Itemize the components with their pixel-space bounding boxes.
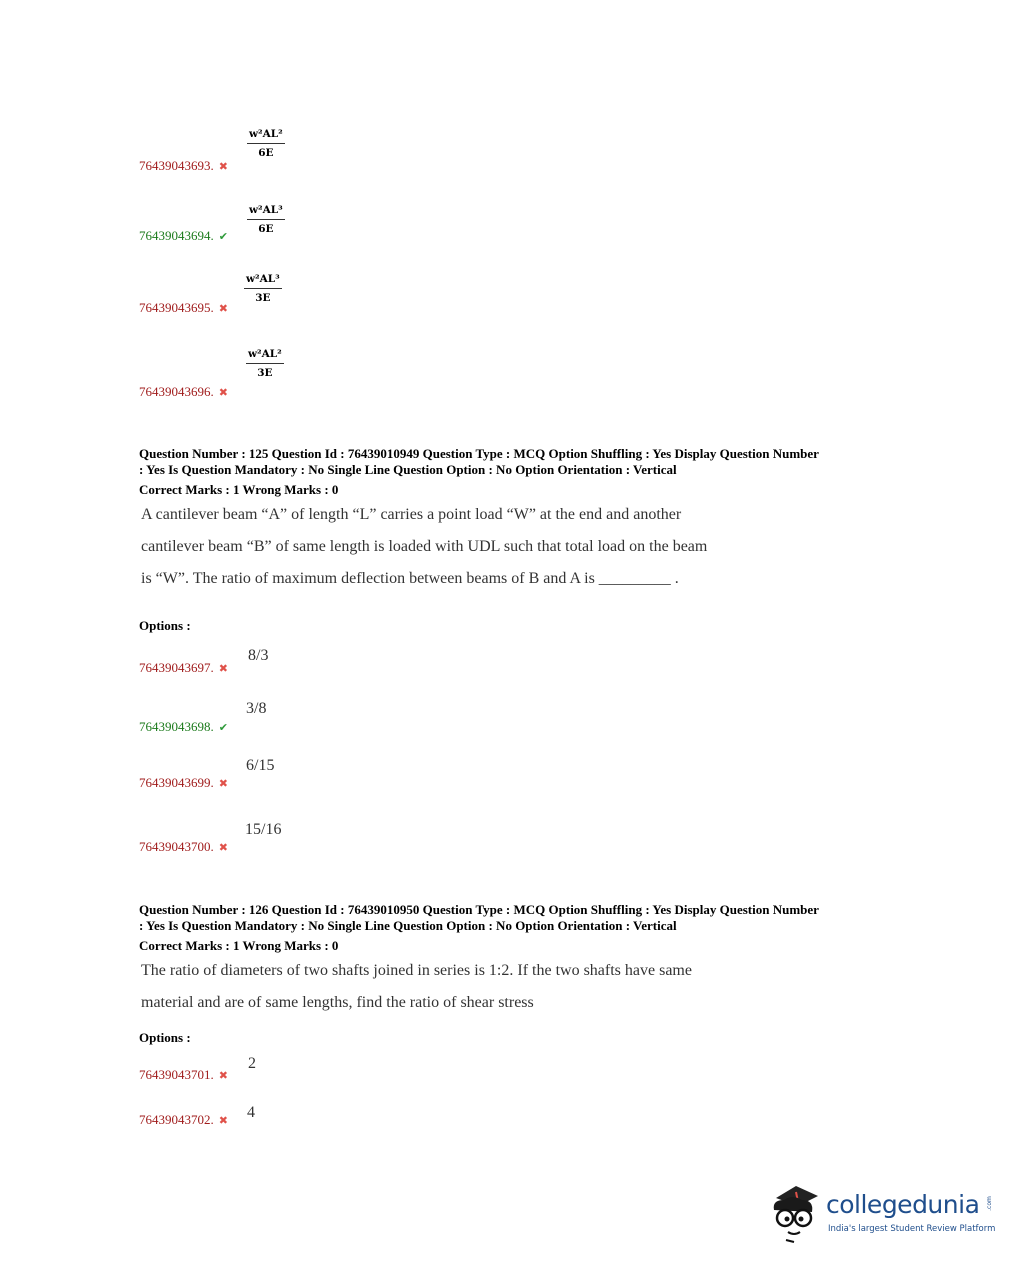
- option-id: 76439043700.: [139, 839, 214, 854]
- option-row: [139, 228, 228, 244]
- option-row: [139, 719, 228, 735]
- fraction-denominator: 3E: [255, 292, 271, 304]
- question-meta-line: Question Number : 126 Question Id : 76439010950 Question Type : MCQ Option Shuffling : Yes Display Question Number: [139, 902, 819, 917]
- collegedunia-logo: [768, 1180, 998, 1250]
- option-value: 3/8: [246, 700, 267, 717]
- question-text-line: The ratio of diameters of two shafts joined in series is 1:2. If the two shafts have same: [141, 962, 692, 979]
- question-meta: [139, 446, 909, 498]
- option-value: 6/15: [246, 757, 275, 774]
- option-row: [139, 775, 228, 791]
- question-marks: Correct Marks : 1 Wrong Marks : 0: [139, 482, 339, 497]
- question-text-line: cantilever beam “B” of same length is loaded with UDL such that total load on the beam: [141, 538, 708, 555]
- option-id: 76439043696.: [139, 384, 214, 399]
- fraction-numerator: w²AL²: [247, 128, 285, 144]
- option-id: 76439043694.: [139, 228, 214, 243]
- option-id: 76439043702.: [139, 1112, 214, 1127]
- option-row: [139, 158, 228, 174]
- option-id: 76439043701.: [139, 1067, 214, 1082]
- fraction-numerator: w²AL²: [246, 348, 284, 364]
- question-text-line: A cantilever beam “A” of length “L” carries a point load “W” at the end and another: [141, 506, 682, 523]
- option-value: 8/3: [248, 647, 269, 664]
- option-fraction: [247, 204, 285, 235]
- option-row: [139, 384, 228, 400]
- option-row: [139, 839, 228, 855]
- wrong-mark-icon: ✖: [218, 1115, 228, 1127]
- fraction-numerator: w²AL³: [244, 273, 282, 289]
- logo-suffix: .com: [985, 1196, 993, 1211]
- logo-wordmark: collegedunia: [826, 1190, 980, 1219]
- correct-mark-icon: ✔: [218, 722, 228, 734]
- option-row: [139, 300, 228, 316]
- option-id: 76439043699.: [139, 775, 214, 790]
- question-marks: Correct Marks : 1 Wrong Marks : 0: [139, 938, 339, 953]
- wrong-mark-icon: ✖: [218, 663, 228, 675]
- wrong-mark-icon: ✖: [218, 778, 228, 790]
- question-meta-line: : Yes Is Question Mandatory : No Single Line Question Option : No Option Orientation : Vertical: [139, 462, 677, 477]
- option-id: 76439043693.: [139, 158, 214, 173]
- question-meta: [139, 902, 909, 954]
- fraction-denominator: 6E: [258, 147, 274, 159]
- option-fraction: [246, 348, 284, 379]
- option-value: 2: [248, 1055, 256, 1072]
- option-fraction: [247, 128, 285, 159]
- logo-tagline: India's largest Student Review Platform: [828, 1224, 996, 1234]
- wrong-mark-icon: ✖: [218, 303, 228, 315]
- wrong-mark-icon: ✖: [218, 161, 228, 173]
- question-text-line: is “W”. The ratio of maximum deflection between beams of B and A is _________ .: [141, 570, 679, 587]
- options-label: Options :: [139, 618, 191, 633]
- option-row: [139, 660, 228, 676]
- wrong-mark-icon: ✖: [218, 1070, 228, 1082]
- question-meta-line: : Yes Is Question Mandatory : No Single Line Question Option : No Option Orientation : Vertical: [139, 918, 677, 933]
- mascot-icon: [768, 1180, 824, 1244]
- options-label: Options :: [139, 1030, 191, 1045]
- option-id: 76439043695.: [139, 300, 214, 315]
- fraction-denominator: 3E: [257, 367, 273, 379]
- option-row: [139, 1067, 228, 1083]
- question-meta-line: Question Number : 125 Question Id : 76439010949 Question Type : MCQ Option Shuffling : Yes Display Question Number: [139, 446, 819, 461]
- option-value: 15/16: [245, 821, 282, 838]
- option-fraction: [244, 273, 282, 304]
- wrong-mark-icon: ✖: [218, 387, 228, 399]
- option-id: 76439043698.: [139, 719, 214, 734]
- option-row: [139, 1112, 228, 1128]
- option-id: 76439043697.: [139, 660, 214, 675]
- option-value: 4: [247, 1104, 255, 1121]
- correct-mark-icon: ✔: [218, 231, 228, 243]
- question-text-line: material and are of same lengths, find the ratio of shear stress: [141, 994, 534, 1011]
- wrong-mark-icon: ✖: [218, 842, 228, 854]
- fraction-denominator: 6E: [258, 223, 274, 235]
- fraction-numerator: w²AL³: [247, 204, 285, 220]
